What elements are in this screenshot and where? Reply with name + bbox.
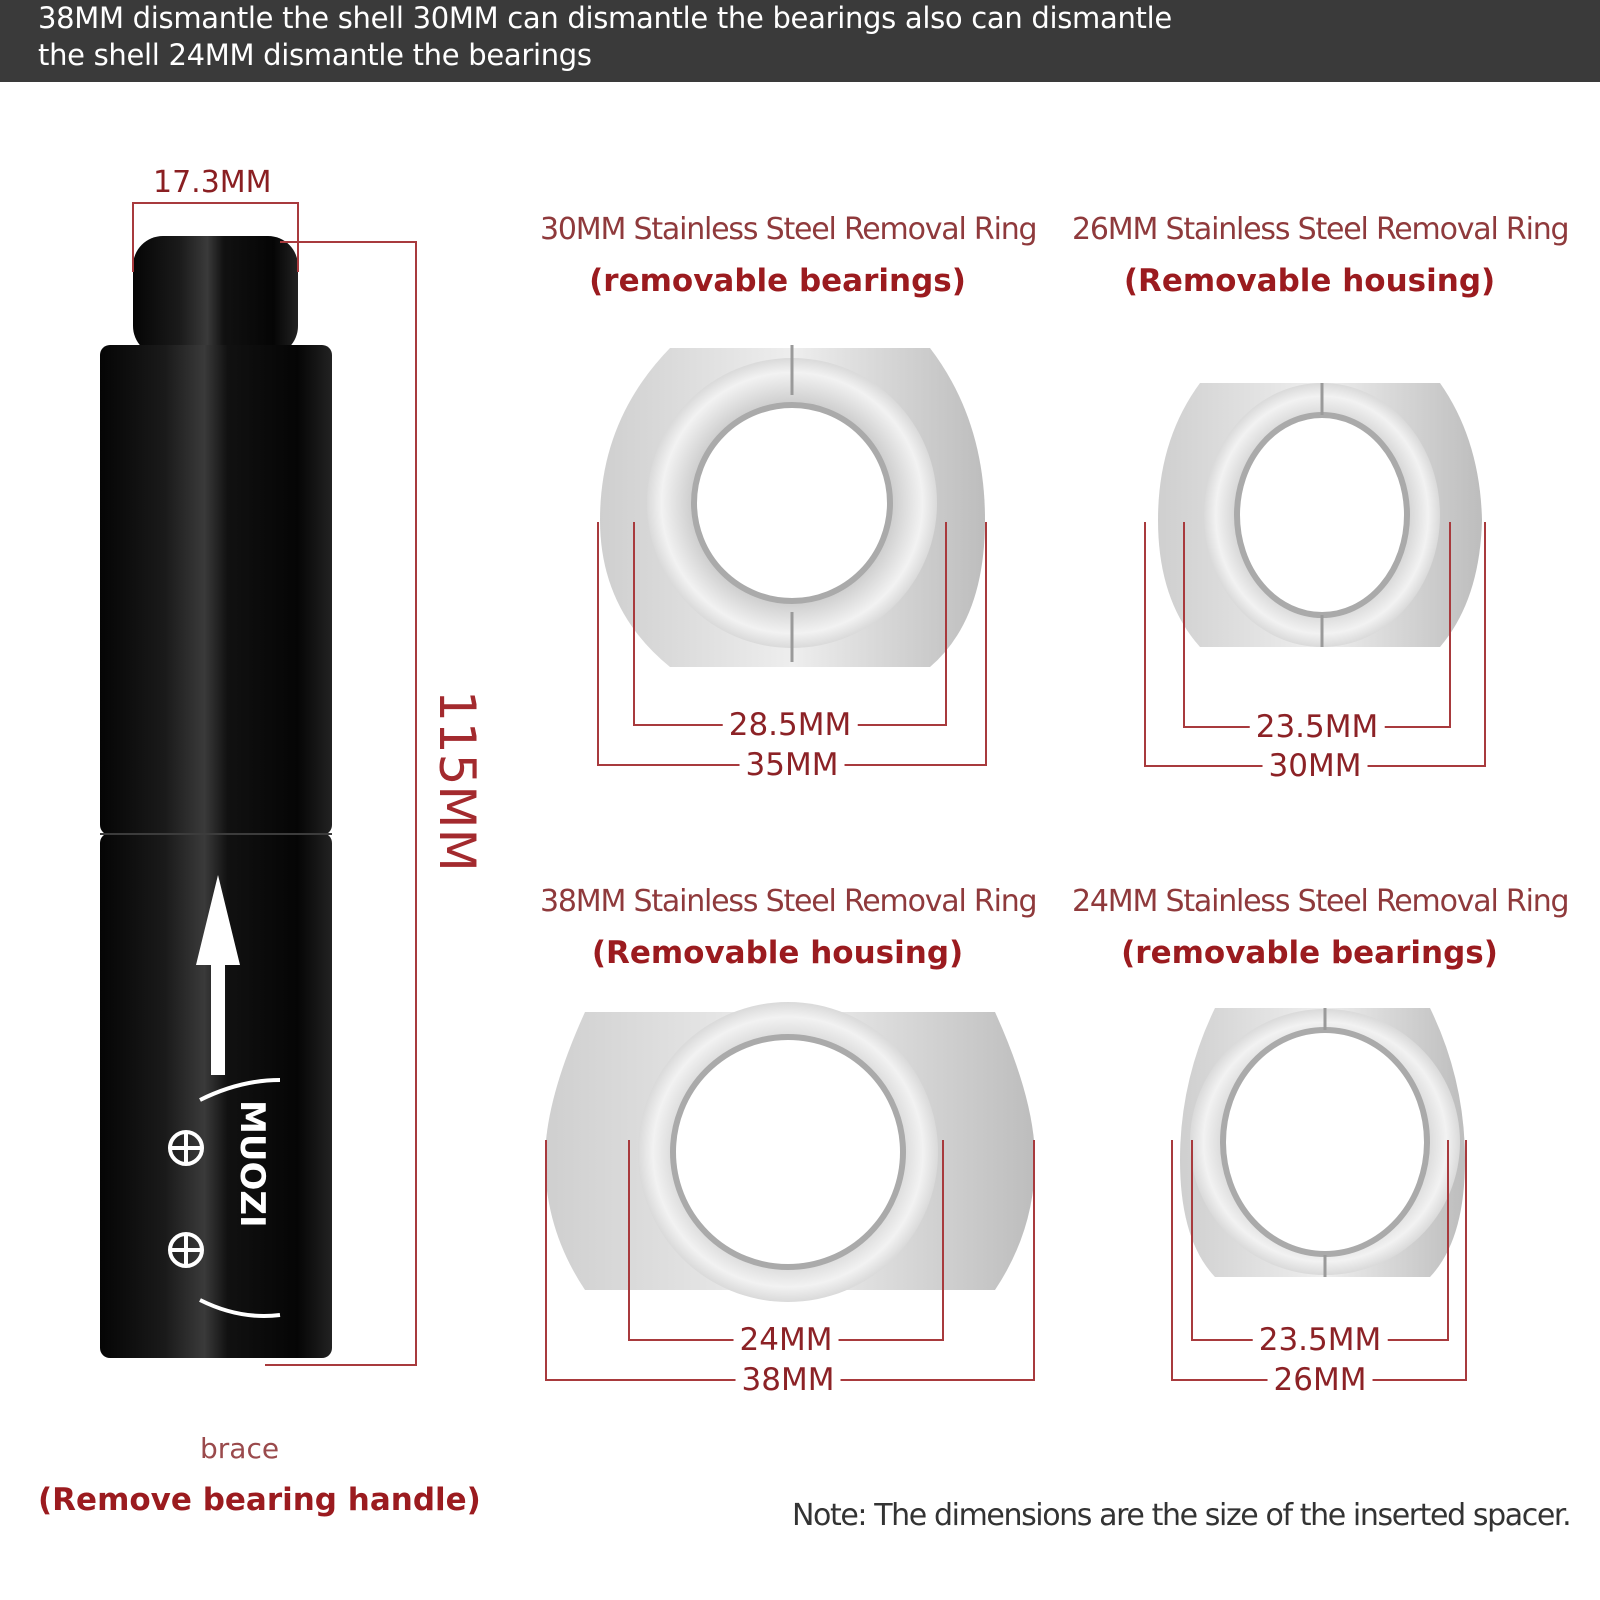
ring-3-inner-label: 24MM xyxy=(734,1323,839,1357)
ring-1-subtitle: (removable bearings) xyxy=(589,263,966,299)
handle-subcaption: (Remove bearing handle) xyxy=(38,1482,481,1518)
handle-graphic xyxy=(100,236,332,1358)
ring-1-inner-label: 28.5MM xyxy=(723,708,858,742)
ring-3-outer-label: 38MM xyxy=(736,1363,841,1397)
handle-top-cap xyxy=(133,236,298,356)
handle-width-label: 17.3MM xyxy=(153,165,272,200)
ring-4-outer-label: 26MM xyxy=(1268,1363,1373,1397)
ring-2-inner-label: 23.5MM xyxy=(1250,710,1385,744)
ring-2-outer-label: 30MM xyxy=(1263,749,1368,783)
ring-2-graphic xyxy=(1158,383,1482,647)
logo-text: MUOZI xyxy=(232,1100,272,1228)
ring-4-title: 24MM Stainless Steel Removal Ring xyxy=(1072,884,1569,919)
ring-1-graphic xyxy=(600,345,985,667)
ring-4-subtitle: (removable bearings) xyxy=(1121,935,1498,971)
ring-2-title: 26MM Stainless Steel Removal Ring xyxy=(1072,212,1569,247)
ring-4-graphic xyxy=(1180,1008,1465,1277)
ring-4-inner-label: 23.5MM xyxy=(1253,1323,1388,1357)
header-line-2: the shell 24MM dismantle the bearings xyxy=(38,38,592,72)
ring-3-graphic xyxy=(545,1002,1035,1302)
dimension-note: Note: The dimensions are the size of the inserted spacer. xyxy=(792,1498,1571,1533)
ring-3-title: 38MM Stainless Steel Removal Ring xyxy=(540,884,1037,919)
handle-caption: brace xyxy=(200,1432,280,1465)
ring-1-title: 30MM Stainless Steel Removal Ring xyxy=(540,212,1037,247)
handle-length-label: 115MM xyxy=(428,690,486,872)
header-line-1: 38MM dismantle the shell 30MM can dismantle the bearings also can dismantle xyxy=(38,1,1172,35)
ring-2-subtitle: (Removable housing) xyxy=(1123,263,1496,299)
ring-1-outer-label: 35MM xyxy=(740,748,845,782)
handle-body-upper xyxy=(100,345,332,835)
ring-3-subtitle: (Removable housing) xyxy=(591,935,964,971)
